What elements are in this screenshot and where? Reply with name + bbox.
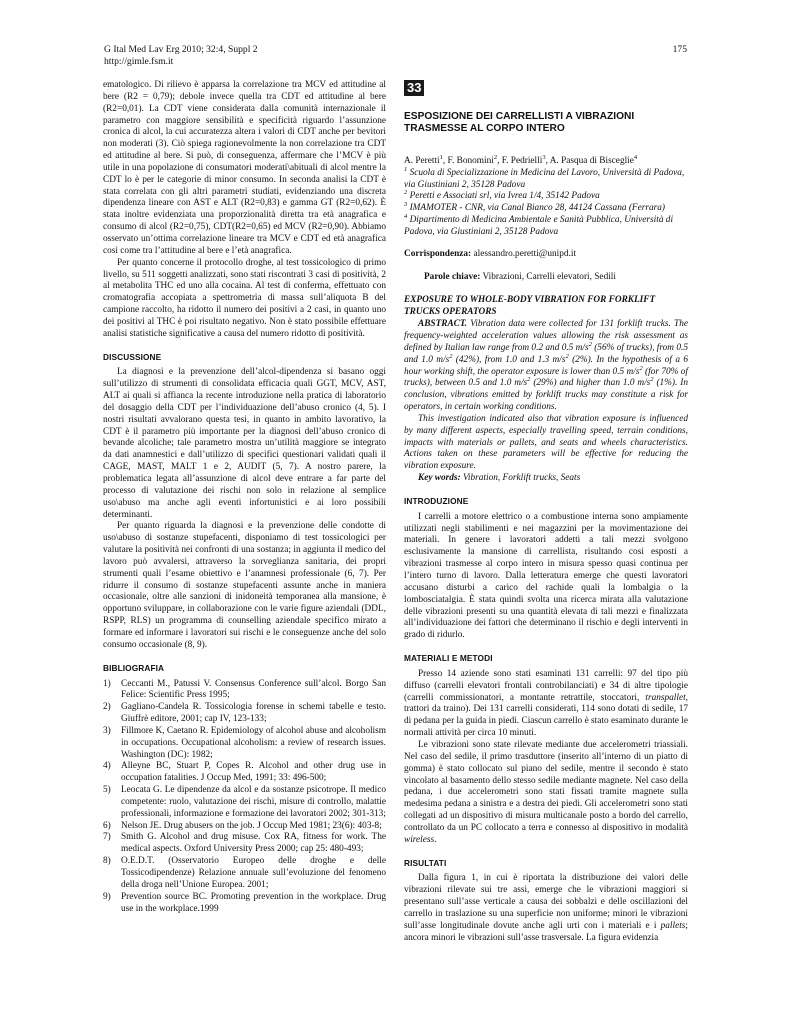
- correspondence-email[interactable]: alessandro.peretti@unipd.it: [473, 248, 577, 259]
- author-list: A. Peretti$^1$, F. Bonomini$^2$, F. Pedrielli$^3$, A. Pasqua di Bisceglie$^4$: [404, 153, 638, 166]
- bibliography-list: [103, 679, 386, 916]
- results-continued-paragraph: ematologico. Di rilievo è apparsa la correlazione tra MCV ed attitudine al bere (R2 = 0,79); debole invece quella tra CDT ed attitudine al bere (R2=0,01). La CDT viene considerata dalla comunità internazionale il parametro con maggiore sensibilità e specificità riguardo l’assunzione cronica di alcol, la cui accuratezza altera i valori di CDT anche per bevitori non moderati (3). Ciò spiega ragionevolmente la non correlazione tra CDT ed attitudine al bere. Si può, di conseguenza, affermare che l’MCV è più utile in una popolazione di consumatori moderati\abituali di alcol mentre la CDT lo è per le categorie di minor consumo. In seconda analisi la CDT è stata correlata con gli altri parametri studiati, evidenziando una discreta dipendenza lineare con AST e ALT (R2=0,83) e gamma GT (R2=0,62). È stata inoltre evidenziata una proporzionalità diretta tra età anagrafica e consumo di alcol (R2=0,75), CDT(R2=0,65) ed MCV (R2=0,90). Abbiamo osservato un’ottima correlazione lineare tra MCV e CDT ed età anagrafica così come tra l’attitudine al bere e l’età anagrafica.: [103, 80, 386, 256]
- author: A. Peretti: [404, 155, 440, 166]
- author: A. Pasqua di Bisceglie: [549, 155, 634, 166]
- running-header: [104, 44, 258, 68]
- bibliography-item: 4) Alleyne BC, Stuart P, Copes R. Alcohol and other drug use in occupation fatalities. J Occup Med, 1991; 33: 496-500;: [103, 761, 386, 784]
- article-number-badge: 33: [404, 80, 424, 96]
- affiliation: $^2$ Peretti e Associati srl, via Ivrea 1/4, 35142 Padova: [404, 189, 600, 202]
- abstract-paragraph-2: This investigation indicated also that vibration exposure is influenced by many different aspects, especially travelling speed, terrain conditions, impacts with materials or pallets, and seats and wheels characteristics. Actions taken on these parameters will be effective for reducing the vibration exposure.: [404, 413, 688, 472]
- drugs-protocol-paragraph: Per quanto concerne il protocollo droghe, al test tossicologico di primo livello, su 511 soggetti analizzati, sono stati riscontrati 3 casi di positività, 2 al metabolita THC ed uno alla cocaina. Al test di conferma, effettuato con cromatografia accopiata a spettrometria di massa sull’aliquota B del campione raccolto, ha ridotto il numero dei positivi a 2 casi, in quanto uno dei positivi al THC è poi risultato negativo. Non è stato possibile effettuare analisi statistiche significative a causa del numero ridotto di positività.: [103, 257, 386, 339]
- left-column: [103, 80, 386, 915]
- keywords-it: Parole chiave: Vibrazioni, Carrelli elevatori, Sedili: [424, 271, 616, 282]
- affiliation: $^4$ Dipartimento di Medicina Ambientale e Sanità Pubblica, Università di Padova, via Giustiniani 2, 35128 Padova: [404, 212, 674, 237]
- affiliation: $^3$ IMAMOTER - CNR, via Canal Bianco 28, 44124 Cassana (Ferrara): [404, 201, 665, 214]
- discussione-heading: DISCUSSIONE: [103, 351, 162, 362]
- correspondence: [404, 249, 688, 261]
- methods-paragraph-1: Presso 14 aziende sono stati esaminati 131 carrelli: 97 del tipo più diffuso (carrelli elevatori frontali controbilanciati) e 34 di altre tipologie (carrelli commissionatori, a montante retrattile, stoccatori, transpallet, trattori da traino). Dei 131 carrelli considerati, 114 sono dotati di sedile, 17 di pedana per la guida in piedi. Ciascun carrello è stato esaminato durante le normali attività per circa 10 minuti.: [404, 668, 688, 739]
- affiliation: $^1$ Scuola di Specializzazione in Medicina del Lavoro, Università di Padova, via Giustiniani 2, 35128 Padova: [404, 165, 685, 190]
- abstract-paragraph-1: ABSTRACT. Vibration data were collected for 131 forklift trucks. The frequency-weighted acceleration values allowing the risk assessment as defined by Italian law range from 0.2 and 0.5 $m/s^2$ (56% of trucks), from 0.5 and 1.0 $m/s^2$ (42%), from 1.0 and 1.3 $m/s^2$ (2%). In the hypothesis of a 6 hour working shift, the operator exposure is lower than 0.5 $m/s^2$ (for 70% of trucks), between 0.5 and 1.0 $m/s^2$ (29%) and higher than 1.0 $m/s^2$ (1%). In conclusion, vibrations emitted by forklift trucks may constitute a risk for operators, in certain working conditions.: [404, 319, 688, 413]
- right-column: [404, 80, 688, 944]
- bibliografia-heading: BIBLIOGRAFIA: [103, 662, 165, 673]
- bibliography-item: 5) Leocata G. Le dipendenze da alcol e da sostanze psicotrope. Il medico competente: ruolo, valutazione dei rischi, misure di controllo, malattie professionali, informazione e formazione dei lavoratori 2002; 301-313;: [103, 785, 386, 819]
- methods-paragraph-2: Le vibrazioni sono state rilevate mediante due accelerometri triassiali. Nel caso del sedile, il primo trasduttore (inserito all’interno di un piatto di gomma) è stato collocato sul piano del sedile, mentre il secondo è stato vincolato al basamento dello stesso sedile mediante magnete. Nel caso della pedana, i due accelerometri sono stati fissati tramite magnete sulla medesima pedana a sinistra e a destra dei piedi. Gli accelerometri sono stati collegati ad un dispositivo di misura multicanale posto a bordo del carrello, controllato da un PC collocato a terra e connesso al dispositivo in modalità wireless.: [404, 739, 688, 845]
- affiliation-list: [404, 165, 688, 239]
- keywords-en: Key words: Vibration, Forklift trucks, Seats: [418, 473, 581, 484]
- bibliography-item: 8) O.E.D.T. (Osservatorio Europeo delle droghe e delle Tossicodipendenze) Relazione annuale sull’evoluzione del fenomeno della droga nell’Unione Europea. 2001;: [103, 856, 386, 890]
- results-paragraph: Dalla figura 1, in cui è riportata la distribuzione dei valori delle vibrazioni rilevate sui tre assi, emerge che le vibrazioni maggiori si presentano sull’asse verticale a causa dei sobbalzi e delle oscillazioni del carrello in traslazione su una superficie non uniforme; minori le vibrazioni sull’asse longitudinale dovute anche agli urti con i materiali e i pallets; ancora minori le vibrazioni sull’asse trasversale. La figura evidenzia: [404, 873, 688, 943]
- author: F. Pedrielli: [501, 155, 543, 166]
- risultati-heading: RISULTATI: [404, 857, 447, 868]
- english-title: EXPOSURE TO WHOLE-BODY VIBRATION FOR FORKLIFT TRUCKS OPERATORS: [404, 295, 656, 318]
- bibliography-item: 6) Nelson JE. Drug abusers on the job. J Occup Med 1981; 23(6): 403-8;: [103, 820, 382, 831]
- journal-citation: G Ital Med Lav Erg 2010; 32:4, Suppl 2: [104, 44, 258, 55]
- introduction-paragraph: I carrelli a motore elettrico o a combustione interna sono ampiamente utilizzati negli stabilimenti e nei magazzini per la movimentazione dei materiali. In genere i lavoratori addetti a tali mezzi svolgono esclusivamente la mansione di carrellista, risultando così esposti a vibrazioni trasmesse al corpo intero in misura spesso quasi continua per l’intero turno di lavoro. Dalla letteratura emerge che questi lavoratori accusano disturbi a carico del rachide quali la lombalgia o la lombosciatalgia. È stata quindi svolta una ricerca mirata alla valutazione delle vibrazioni presenti su una quantità elevata di tali mezzi e finalizzata all’individuazione dei fattori che determinano il rischio e degli interventi in grado di ridurlo.: [404, 511, 688, 641]
- bibliography-item: 1) Ceccanti M., Patussi V. Consensus Conference sull’alcol. Borgo San Felice: Scientific Press 1995;: [103, 678, 386, 701]
- article-title: ESPOSIZIONE DEI CARRELLISTI A VIBRAZIONI TRASMESSE AL CORPO INTERO: [404, 110, 635, 135]
- correspondence-label: Corrispondenza:: [404, 248, 472, 259]
- bibliography-item: 2) Gagliano-Candela R. Tossicologia forense in schemi tabelle e testo. Giuffrè editore, 2001; cap IV, 123-133;: [103, 702, 386, 725]
- bibliography-item: 7) Smith G. Alcohol and drug misuse. Cox RA, fitness for work. The medical aspects. Oxford University Press 2000; cap 25: 480-493;: [103, 832, 386, 855]
- journal-url[interactable]: http://gimle.fsm.it: [104, 56, 174, 67]
- discussion-paragraph-2: Per quanto riguarda la diagnosi e la prevenzione delle condotte di uso\abuso di sostanze stupefacenti, disponiamo di test tossicologici per valutare la positività nei confronti di una sostanza; in aggiunta il medico del lavoro può avvalersi, attraverso la sorveglianza sanitaria, dei propri strumenti quali l’esame obiettivo e l’anamnesi professionale (6, 7). Per ridurre il consumo di sostanze stupefacenti assunte anche in maniera occasionale, oltre alle sanzioni di inidoneità temporanea alla mansione, è opportuno sviluppare, in collaborazione con le varie figure aziendali (DDL, RSPP, RLS) un programma di counselling aziendale specifico mirato a formare ed informare i lavoratori sui rischi e le conseguenze anche del solo consumo occasionale (8, 9).: [103, 521, 386, 650]
- materiali-heading: MATERIALI E METODI: [404, 653, 493, 664]
- discussion-paragraph-1: La diagnosi e la prevenzione dell’alcol-dipendenza si basano oggi sull’utilizzo di strumenti di consolidata efficacia quali GGT, MCV, AST, ALT ai quali si affianca la recente introduzione nella pratica di laboratorio del dosaggio della CDT per l’individuazione dell’abuso cronico (4, 5). I nostri risultati avvalorano questa tesi, in quanto in ambito lavorativo, la CDT è il parametro più importante per la diagnosi dell’abuso cronico di bevande alcoliche; tale parametro mostra un’utilità maggiore se integrato da dati anamnestici e dall’utilizzo di specifici questionari validati quali il CAGE, MAST, MALT 1 e 2, AUDIT (5, 7). A nostro parere, la problematica legata all’assunzione di alcol deve entrare a far parte del processo di valutazione dei rischi non solo in relazione al semplice uso\abuso ma anche agli eventi infortunistici e ai loro possibili determinanti.: [103, 367, 386, 520]
- introduzione-heading: INTRODUZIONE: [404, 495, 469, 506]
- author: F. Bonomini: [447, 155, 494, 166]
- bibliography-item: 3) Fillmore K, Caetano R. Epidemiology of alcohol abuse and alcoholism in occupations. Occupational alcoholism: a review of research issues. Washington (DC): 1982;: [103, 725, 386, 760]
- bibliography-item: 9) Prevention source BC. Promoting prevention in the workplace. Drug use in the workplace.1999: [103, 891, 386, 914]
- page-number: 175: [672, 44, 687, 55]
